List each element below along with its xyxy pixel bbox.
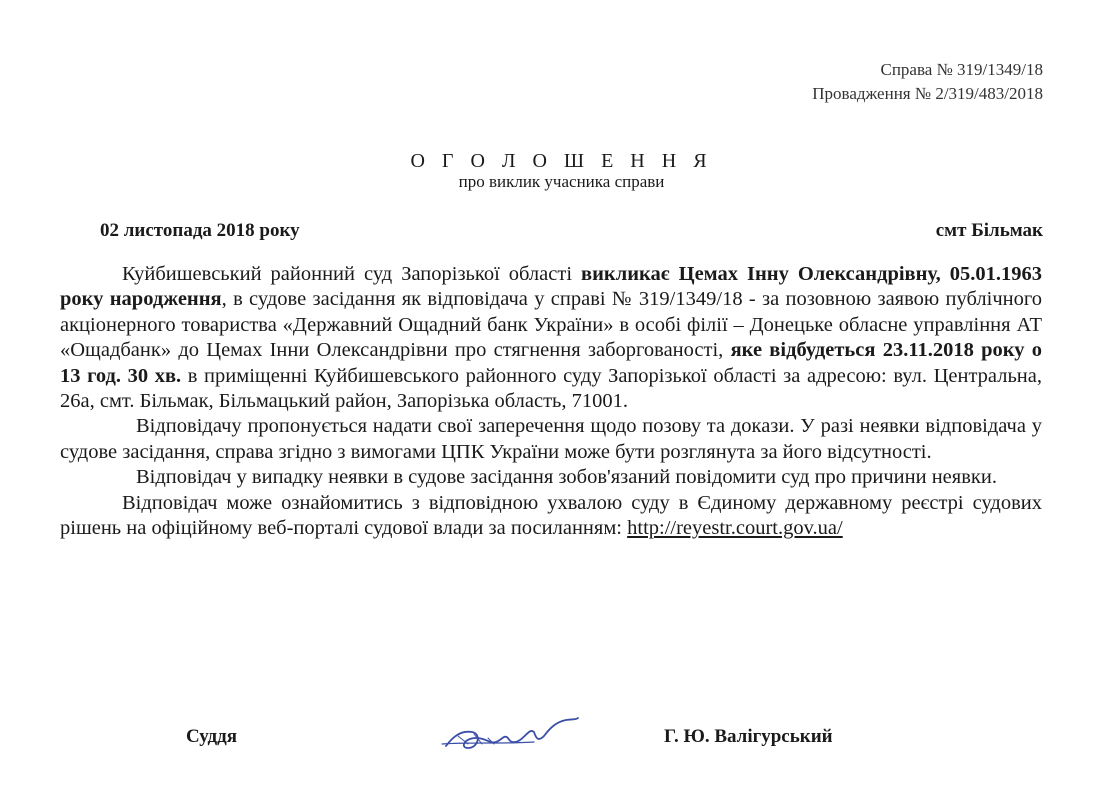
paragraph-summons (60, 262, 1042, 414)
notice-title: О Г О Л О Ш Е Н Н Я (410, 150, 713, 172)
paragraph-absence: Відповідач у випадку неявки в судове засідання зобов'язаний повідомити суд про причини неявки. (136, 466, 997, 489)
notice-body (60, 262, 1042, 541)
proceeding-number: Провадження № 2/319/483/2018 (812, 84, 1043, 103)
case-number: Справа № 319/1349/18 (880, 60, 1043, 79)
notice-heading (0, 150, 1093, 192)
summons-court: Куйбишевський районний суд Запорізької області (122, 263, 582, 285)
registry-link[interactable]: http://reyestr.court.gov.ua/ (627, 517, 843, 540)
handwritten-signature (438, 708, 588, 758)
case-reference (812, 58, 1043, 106)
notice-subtitle: про виклик учасника справи (458, 172, 665, 191)
summons-defendant: викликає Цемах Інну Олександрівну, 05.01.1963 року народження (60, 263, 1043, 311)
summons-hearing-time: яке відбудеться 23.11.2018 року о 13 год. 30 хв. (60, 339, 1042, 387)
notice-place: смт Більмак (935, 220, 1043, 241)
paragraph-registry (60, 491, 1042, 542)
judge-name: Г. Ю. Валігурський (664, 726, 833, 747)
paragraph-objections: Відповідачу пропонується надати свої заперечення щодо позову та докази. У разі неявки відповідача у судове засідання, справа згідно з вимогами ЦПК України може бути розглянута за його відсутності. (60, 415, 1042, 463)
summons-address: в приміщенні Куйбишевського районного суду Запорізької області за адресою: вул. Центральна, 26а, смт. Більмак, Більмацький район, Запорізька область, 71001. (60, 364, 1042, 413)
summons-case: , в судове засідання як відповідача у справі № 319/1349/18 - за позовною заявою публічного акціонерного товариства «Державний Ощадний банк України» в особі філії – Донецьке обласне управління АТ «Ощадбанк» до Цемах Інни Олександрівни про стягнення заборгованості, (60, 288, 1042, 362)
judge-role: Суддя (186, 726, 238, 747)
signature-row (0, 726, 1093, 756)
registry-text: Відповідач може ознайомитись з відповідною ухвалою суду в Єдиному державному реєстрі судових рішень на офіційному веб-порталі судової влади за посиланням: (60, 491, 1042, 540)
notice-date: 02 листопада 2018 року (100, 220, 300, 241)
